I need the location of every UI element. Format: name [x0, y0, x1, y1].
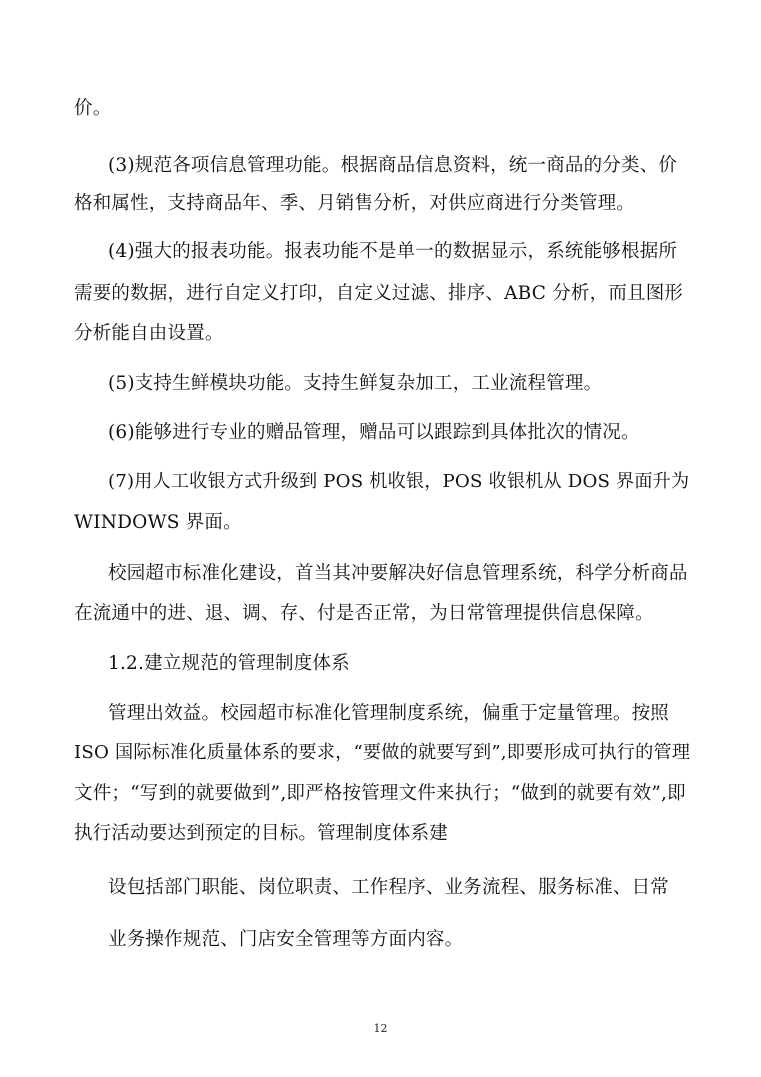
page-number: 12: [373, 1022, 388, 1035]
text-line-10: WINDOWS 界面。: [74, 512, 242, 533]
text-line-12: 在流通中的进、退、调、存、付是否正常，为日常管理提供信息保障。: [74, 603, 654, 624]
text-line-7: (5)支持生鲜模块功能。支持生鲜复杂加工，工业流程管理。: [108, 373, 603, 394]
text-line-18: 业务操作规范、门店安全管理等方面内容。: [108, 929, 464, 950]
section-heading: 1.2.建立规范的管理制度体系: [108, 653, 350, 674]
text-line-9: (7)用人工收银方式升级到 POS 机收银，POS 收银机从 DOS 界面升为: [108, 471, 690, 492]
text-line-17: 设包括部门职能、岗位职责、工作程序、业务流程、服务标准、日常: [108, 877, 670, 898]
text-line-2: (3)规范各项信息管理功能。根据商品信息资料，统一商品的分类、价: [108, 155, 678, 176]
text-line-14: ISO 国际标准化质量体系的要求，“要做的就要写到”,即要形成可执行的管理: [74, 742, 691, 763]
text-line-8: (6)能够进行专业的赠品管理，赠品可以跟踪到具体批次的情况。: [108, 422, 640, 443]
text-line-3: 格和属性，支持商品年、季、月销售分析，对供应商进行分类管理。: [74, 193, 636, 214]
text-line-5: 需要的数据，进行自定义打印，自定义过滤、排序、ABC 分析，而且图形: [74, 283, 684, 304]
text-line-6: 分析能自由设置。: [74, 323, 224, 344]
text-line-15: 文件；“写到的就要做到”,即严格按管理文件来执行；“做到的就要有效”,即: [74, 783, 686, 804]
text-line-13: 管理出效益。校园超市标准化管理制度系统，偏重于定量管理。按照: [108, 703, 670, 724]
text-line-11: 校园超市标准化建设，首当其冲要解决好信息管理系统，科学分析商品: [108, 563, 688, 584]
text-line-16: 执行活动要达到预定的目标。管理制度体系建: [74, 823, 449, 844]
text-line-1: 价。: [74, 98, 112, 119]
text-line-4: (4)强大的报表功能。报表功能不是单一的数据显示，系统能够根据所: [108, 241, 678, 262]
